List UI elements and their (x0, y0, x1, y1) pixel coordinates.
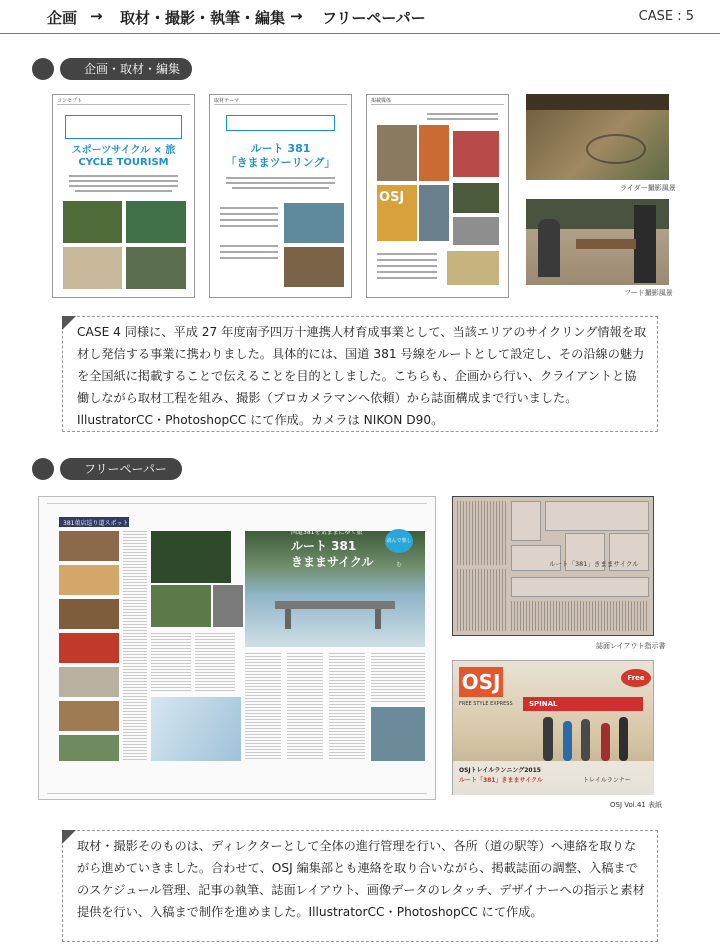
spread-photo (59, 531, 119, 561)
photo (284, 203, 344, 243)
case-description-text: CASE 4 同様に、平成 27 年度南予四万十連携人材育成事業として、当該エリアのサイクリング情報を取材し発信する事業に携わりました。具体的には、国道 381 号線をルートとして設定し、その沿線の魅力を全国紙に掲載することで伝えることを目的としました。こちらも、企画から行い、クライアントと協働しながら取材工程を組み、撮影（プロカメラマンへ依頼）から誌面構成まで行いました。IllustratorCC・PhotoshopCC にて作成。カメラは NIKON D90。 (77, 325, 647, 427)
cover-caption: OSJ Vol.41 表紙 (610, 801, 663, 809)
planning-page-thumbnail-3 (366, 94, 509, 298)
page-title-sub: 「きままツーリング」 (225, 156, 336, 169)
spread-photo (59, 599, 119, 629)
page-header-bar: 取材テーマ (214, 99, 347, 105)
cover-headline-3: トレイルランナー (583, 777, 631, 784)
spread-photo (371, 707, 425, 761)
rider-shooting-photo (526, 94, 669, 180)
cover-subtitle: FREE STYLE EXPRESS (459, 701, 513, 707)
section-pill: フリーペーパー (60, 458, 182, 480)
magazine-photo (447, 251, 499, 285)
freepaper-description-note (62, 830, 658, 942)
note-corner (62, 316, 76, 330)
rider-photo-caption: ライダー撮影風景 (620, 184, 676, 192)
layout-instruction-sheet (452, 496, 654, 636)
header-divider (0, 33, 720, 34)
magazine-spread (38, 496, 436, 800)
case-description-note (62, 316, 658, 432)
spread-photo (59, 633, 119, 663)
section-heading-freepaper (32, 458, 182, 480)
magazine-photo (453, 183, 499, 213)
layout-title-label: ルート「381」きままサイクル (549, 560, 639, 568)
magazine-photo (419, 185, 449, 241)
osj-logo: OSJ (459, 667, 503, 697)
spread-photo (213, 585, 243, 627)
spread-title-main: ルート 381 (291, 539, 357, 553)
bullet-dot (32, 458, 54, 480)
spread-photo (59, 701, 119, 731)
osj-cover (452, 660, 654, 795)
food-shooting-photo (526, 199, 669, 285)
spread-title-main-2: きままサイクル (291, 555, 374, 569)
arrow-icon: → (290, 7, 303, 25)
spread-photo (151, 531, 231, 583)
planning-page-thumbnail-2 (209, 94, 352, 298)
step-reporting: 取材・撮影・執筆・編集 (120, 9, 286, 27)
section-pill: 企画・取材・編集 (60, 58, 192, 80)
spread-title-small: 国道381を気ままにゆく旅 (291, 529, 363, 536)
section-heading-planning (32, 58, 192, 80)
osj-logo: OSJ (379, 190, 405, 205)
page-header (0, 0, 720, 34)
food-photo-caption: フード撮影風景 (624, 289, 673, 297)
spread-photo (59, 735, 119, 761)
page-title-en: CYCLE TOURISM (78, 157, 169, 168)
catch-box (65, 115, 182, 139)
layout-sheet-caption: 誌面レイアウト指示書 (596, 642, 666, 650)
page-title: ルート 381 (250, 142, 311, 155)
cover-banner: SPINAL (523, 697, 643, 711)
page-header-bar: 掲載媒体 (371, 99, 504, 105)
magazine-photo (453, 217, 499, 245)
page-header-bar: コンセプト (57, 99, 190, 105)
note-corner (62, 830, 76, 844)
catch-box (226, 115, 335, 131)
spread-photo (59, 667, 119, 697)
photo (284, 247, 344, 287)
photo (126, 201, 186, 243)
photo (63, 247, 122, 289)
magazine-photo (377, 125, 417, 181)
magazine-photo (453, 131, 499, 177)
magazine-photo (419, 125, 449, 181)
cover-headline-1: OSJトレイルランニング2015 (459, 767, 541, 774)
arrow-icon: → (90, 7, 103, 25)
spread-photo (151, 585, 211, 627)
spread-badge: 読んで楽しむ (385, 529, 413, 553)
photo (126, 247, 186, 289)
cover-headline-2: ルート「381」きままサイクル (459, 777, 543, 784)
planning-page-thumbnail-1 (52, 94, 195, 298)
spread-photo (59, 565, 119, 595)
photo (63, 201, 122, 243)
left-heading: 381菓店巡り道スポット (63, 520, 129, 527)
route-map (151, 697, 241, 761)
step-freepaper: フリーペーパー (322, 9, 426, 27)
free-badge: Free (621, 669, 651, 687)
bullet-dot (32, 58, 54, 80)
page-title: スポーツサイクル × 旅 (71, 145, 176, 156)
freepaper-description-text: 取材・撮影そのものは、ディレクターとして全体の進行管理を行い、各所（道の駅等）へ連絡を取りながら進めていきました。合わせて、OSJ 編集部とも連絡を取り合いながら、掲載誌面の調整、入稿までのスケジュール管理、記事の執筆、誌面レイアウト、画像データのレタッチ、デザイナーへの指示と素材提供を行い、入稿まで制作を進めました。IllustratorCC・PhotoshopCC にて作成。 (77, 839, 645, 919)
step-planning: 企画 (47, 9, 78, 27)
case-label: CASE : 5 (638, 9, 694, 24)
